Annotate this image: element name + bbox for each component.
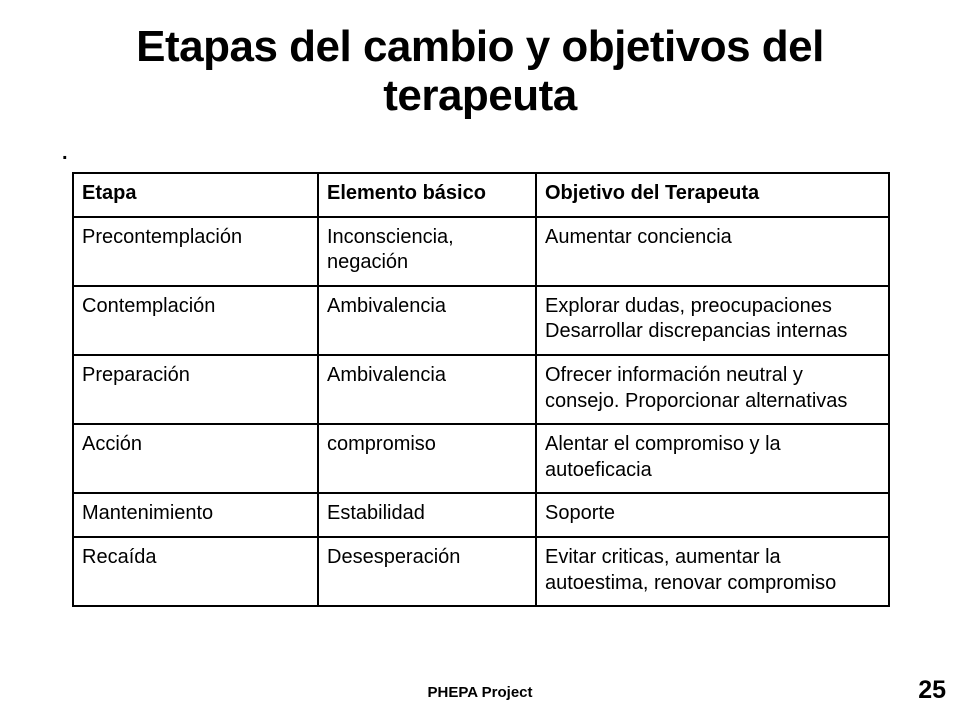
cell-stage: Precontemplación	[73, 217, 318, 286]
table-row	[73, 537, 889, 606]
cell-therapist-goal: Evitar criticas, aumentar la autoestima, renovar compromiso	[536, 537, 889, 606]
cell-stage: Preparación	[73, 355, 318, 424]
cell-stage: Mantenimiento	[73, 493, 318, 537]
cell-therapist-goal: Explorar dudas, preocupaciones Desarrollar discrepancias internas	[536, 286, 889, 355]
table-row	[73, 286, 889, 355]
page-title: Etapas del cambio y objetivos del terapeuta	[136, 22, 824, 121]
table-row	[73, 493, 889, 537]
cell-basic-element: Inconsciencia, negación	[318, 217, 536, 286]
page-number: 25	[918, 676, 946, 704]
table-row	[73, 355, 889, 424]
cell-therapist-goal: Aumentar conciencia	[536, 217, 889, 286]
table-header-row	[73, 173, 889, 217]
slide-footer: PHEPA Project	[427, 684, 533, 701]
table-row	[73, 424, 889, 493]
column-header-stage: Etapa	[73, 173, 318, 217]
cell-basic-element: Ambivalencia	[318, 355, 536, 424]
stages-table	[72, 172, 890, 607]
cell-basic-element: Desesperación	[318, 537, 536, 606]
cell-stage: Acción	[73, 424, 318, 493]
bullet-marker: .	[62, 142, 68, 164]
cell-basic-element: compromiso	[318, 424, 536, 493]
cell-stage: Recaída	[73, 537, 318, 606]
column-header-therapist-goal: Objetivo del Terapeuta	[536, 173, 889, 217]
cell-therapist-goal: Alentar el compromiso y la autoeficacia	[536, 424, 889, 493]
column-header-basic-element: Elemento básico	[318, 173, 536, 217]
cell-therapist-goal: Ofrecer información neutral y consejo. Proporcionar alternativas	[536, 355, 889, 424]
table-row	[73, 217, 889, 286]
cell-basic-element: Ambivalencia	[318, 286, 536, 355]
cell-stage: Contemplación	[73, 286, 318, 355]
cell-therapist-goal: Soporte	[536, 493, 889, 537]
stages-table-container	[72, 172, 888, 607]
cell-basic-element: Estabilidad	[318, 493, 536, 537]
